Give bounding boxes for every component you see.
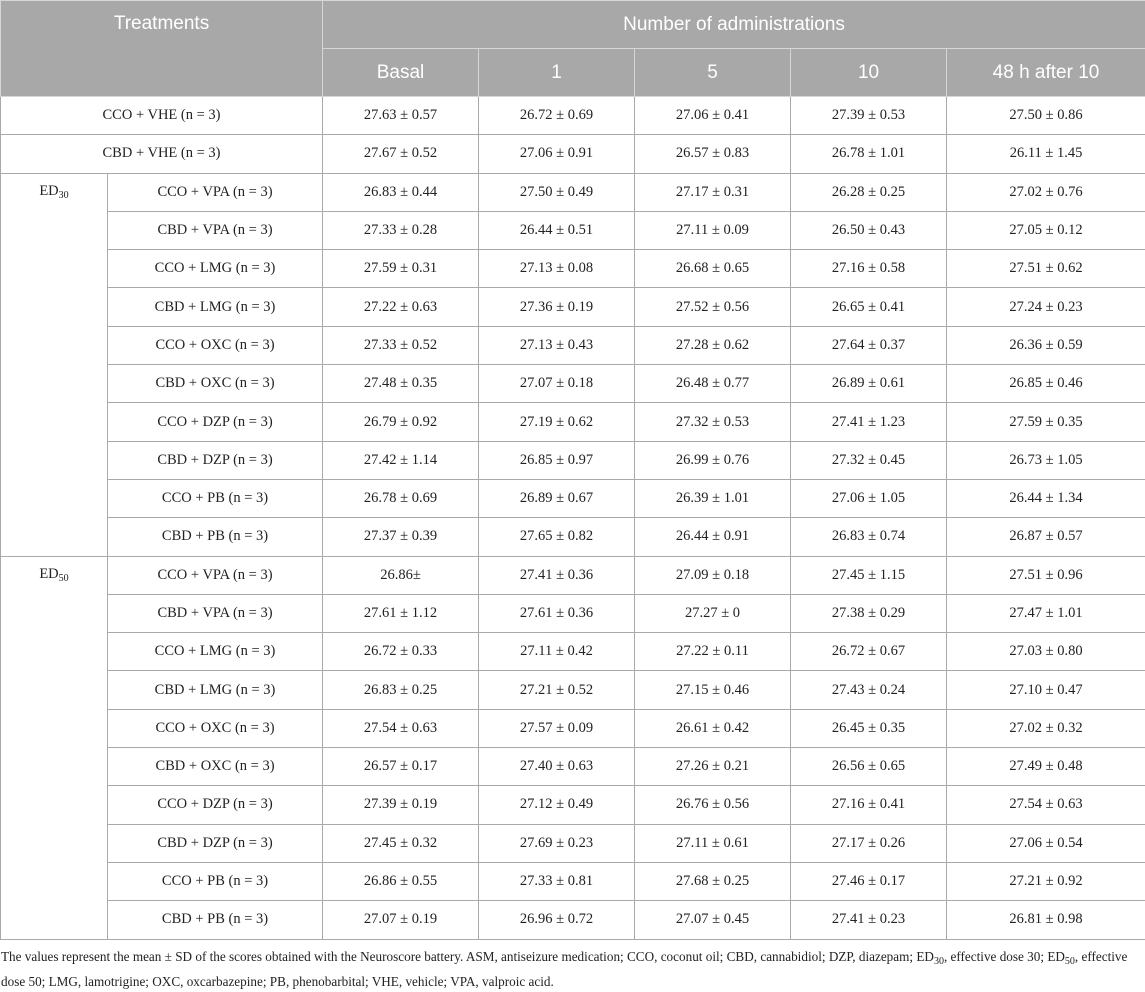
value-cell: 26.45 ± 0.35 [791, 709, 947, 747]
treatments-header: Treatments [1, 1, 323, 97]
value-cell: 27.33 ± 0.52 [323, 326, 479, 364]
table-row [1, 173, 1145, 211]
value-cell: 26.86± [323, 556, 479, 594]
value-cell: 26.85 ± 0.97 [479, 441, 635, 479]
dose-group-label [1, 556, 108, 939]
value-cell: 27.09 ± 0.18 [635, 556, 791, 594]
value-cell: 27.47 ± 1.01 [947, 594, 1145, 632]
treatment-label: CCO + VPA (n = 3) [108, 556, 323, 594]
value-cell: 27.69 ± 0.23 [479, 824, 635, 862]
value-cell: 27.16 ± 0.41 [791, 786, 947, 824]
value-cell: 27.39 ± 0.19 [323, 786, 479, 824]
footnote-subscript-2: 50 [1065, 956, 1075, 967]
value-cell: 26.79 ± 0.92 [323, 403, 479, 441]
table-row [1, 250, 1145, 288]
treatment-label: CCO + OXC (n = 3) [108, 326, 323, 364]
value-cell: 27.22 ± 0.63 [323, 288, 479, 326]
value-cell: 27.03 ± 0.80 [947, 633, 1145, 671]
value-cell: 27.33 ± 0.81 [479, 862, 635, 900]
value-cell: 26.85 ± 0.46 [947, 365, 1145, 403]
value-cell: 27.16 ± 0.58 [791, 250, 947, 288]
table-row [1, 633, 1145, 671]
footnote-text-3: , effective dose 50; LMG, lamotrigine; OXC, oxcarbazepine; PB, phenobarbital; VHE, vehicle; VPA, valproic acid. [1, 949, 1127, 989]
footnote-subscript-1: 30 [934, 956, 944, 967]
table-row [1, 786, 1145, 824]
value-cell: 26.61 ± 0.42 [635, 709, 791, 747]
table-row [1, 441, 1145, 479]
value-cell: 27.11 ± 0.61 [635, 824, 791, 862]
value-cell: 26.73 ± 1.05 [947, 441, 1145, 479]
table-row [1, 671, 1145, 709]
table-row [1, 97, 1145, 135]
value-cell: 27.02 ± 0.76 [947, 173, 1145, 211]
table-row [1, 135, 1145, 173]
treatment-label: CCO + DZP (n = 3) [108, 786, 323, 824]
table-row [1, 556, 1145, 594]
column-header-48h: 48 h after 10 [947, 49, 1145, 97]
value-cell: 27.61 ± 0.36 [479, 594, 635, 632]
value-cell: 27.68 ± 0.25 [635, 862, 791, 900]
table-row [1, 748, 1145, 786]
dose-group-subscript: 50 [59, 573, 69, 584]
value-cell: 26.76 ± 0.56 [635, 786, 791, 824]
table-row [1, 901, 1145, 939]
value-cell: 27.65 ± 0.82 [479, 518, 635, 556]
table-row [1, 479, 1145, 517]
value-cell: 27.45 ± 1.15 [791, 556, 947, 594]
treatment-label: CBD + VPA (n = 3) [108, 211, 323, 249]
treatment-label: CCO + LMG (n = 3) [108, 633, 323, 671]
value-cell: 26.44 ± 0.51 [479, 211, 635, 249]
value-cell: 27.40 ± 0.63 [479, 748, 635, 786]
value-cell: 27.15 ± 0.46 [635, 671, 791, 709]
table-row [1, 518, 1145, 556]
value-cell: 27.49 ± 0.48 [947, 748, 1145, 786]
value-cell: 27.52 ± 0.56 [635, 288, 791, 326]
value-cell: 27.54 ± 0.63 [323, 709, 479, 747]
value-cell: 27.05 ± 0.12 [947, 211, 1145, 249]
column-header-10: 10 [791, 49, 947, 97]
treatment-label: CBD + VHE (n = 3) [1, 135, 323, 173]
value-cell: 27.21 ± 0.92 [947, 862, 1145, 900]
value-cell: 26.72 ± 0.33 [323, 633, 479, 671]
value-cell: 27.51 ± 0.96 [947, 556, 1145, 594]
value-cell: 26.65 ± 0.41 [791, 288, 947, 326]
value-cell: 26.56 ± 0.65 [791, 748, 947, 786]
value-cell: 27.06 ± 0.41 [635, 97, 791, 135]
value-cell: 26.89 ± 0.67 [479, 479, 635, 517]
value-cell: 27.13 ± 0.08 [479, 250, 635, 288]
value-cell: 26.83 ± 0.74 [791, 518, 947, 556]
treatment-label: CBD + PB (n = 3) [108, 518, 323, 556]
value-cell: 27.59 ± 0.31 [323, 250, 479, 288]
value-cell: 26.28 ± 0.25 [791, 173, 947, 211]
value-cell: 27.17 ± 0.31 [635, 173, 791, 211]
value-cell: 26.78 ± 1.01 [791, 135, 947, 173]
table-row [1, 211, 1145, 249]
value-cell: 27.02 ± 0.32 [947, 709, 1145, 747]
value-cell: 27.54 ± 0.63 [947, 786, 1145, 824]
value-cell: 27.61 ± 1.12 [323, 594, 479, 632]
dose-group-label [1, 173, 108, 556]
value-cell: 26.87 ± 0.57 [947, 518, 1145, 556]
column-header-5: 5 [635, 49, 791, 97]
value-cell: 27.21 ± 0.52 [479, 671, 635, 709]
value-cell: 26.44 ± 1.34 [947, 479, 1145, 517]
value-cell: 26.68 ± 0.65 [635, 250, 791, 288]
value-cell: 27.06 ± 0.54 [947, 824, 1145, 862]
treatment-label: CCO + VHE (n = 3) [1, 97, 323, 135]
value-cell: 27.45 ± 0.32 [323, 824, 479, 862]
value-cell: 27.06 ± 1.05 [791, 479, 947, 517]
value-cell: 26.50 ± 0.43 [791, 211, 947, 249]
treatment-label: CCO + VPA (n = 3) [108, 173, 323, 211]
value-cell: 27.37 ± 0.39 [323, 518, 479, 556]
value-cell: 27.07 ± 0.45 [635, 901, 791, 939]
value-cell: 27.36 ± 0.19 [479, 288, 635, 326]
value-cell: 27.43 ± 0.24 [791, 671, 947, 709]
value-cell: 26.81 ± 0.98 [947, 901, 1145, 939]
treatment-label: CBD + PB (n = 3) [108, 901, 323, 939]
treatment-label: CBD + OXC (n = 3) [108, 748, 323, 786]
value-cell: 27.46 ± 0.17 [791, 862, 947, 900]
value-cell: 27.06 ± 0.91 [479, 135, 635, 173]
value-cell: 27.39 ± 0.53 [791, 97, 947, 135]
value-cell: 26.89 ± 0.61 [791, 365, 947, 403]
treatment-label: CBD + VPA (n = 3) [108, 594, 323, 632]
value-cell: 26.83 ± 0.44 [323, 173, 479, 211]
value-cell: 27.13 ± 0.43 [479, 326, 635, 364]
value-cell: 26.99 ± 0.76 [635, 441, 791, 479]
value-cell: 27.17 ± 0.26 [791, 824, 947, 862]
administrations-header: Number of administrations [323, 1, 1145, 49]
value-cell: 27.41 ± 0.36 [479, 556, 635, 594]
table-row [1, 365, 1145, 403]
table-row [1, 594, 1145, 632]
treatment-label: CBD + DZP (n = 3) [108, 824, 323, 862]
value-cell: 26.78 ± 0.69 [323, 479, 479, 517]
footnote-text-1: The values represent the mean ± SD of the scores obtained with the Neuroscore battery. ASM, antiseizure medication; CCO, coconut oil; CBD, cannabidiol; DZP, diazepam; ED [1, 949, 934, 964]
value-cell: 26.39 ± 1.01 [635, 479, 791, 517]
value-cell: 26.72 ± 0.67 [791, 633, 947, 671]
value-cell: 26.57 ± 0.17 [323, 748, 479, 786]
value-cell: 27.11 ± 0.42 [479, 633, 635, 671]
value-cell: 27.50 ± 0.49 [479, 173, 635, 211]
dose-group-main: ED [39, 183, 58, 199]
table-row [1, 824, 1145, 862]
value-cell: 27.64 ± 0.37 [791, 326, 947, 364]
value-cell: 27.51 ± 0.62 [947, 250, 1145, 288]
value-cell: 27.32 ± 0.45 [791, 441, 947, 479]
value-cell: 27.33 ± 0.28 [323, 211, 479, 249]
value-cell: 27.28 ± 0.62 [635, 326, 791, 364]
dose-group-subscript: 30 [59, 190, 69, 201]
value-cell: 27.41 ± 1.23 [791, 403, 947, 441]
dose-group-main: ED [39, 566, 58, 582]
value-cell: 27.19 ± 0.62 [479, 403, 635, 441]
value-cell: 26.96 ± 0.72 [479, 901, 635, 939]
treatment-label: CBD + OXC (n = 3) [108, 365, 323, 403]
column-header-basal: Basal [323, 49, 479, 97]
treatment-label: CCO + PB (n = 3) [108, 479, 323, 517]
treatment-label: CBD + DZP (n = 3) [108, 441, 323, 479]
value-cell: 27.67 ± 0.52 [323, 135, 479, 173]
value-cell: 26.57 ± 0.83 [635, 135, 791, 173]
column-header-1: 1 [479, 49, 635, 97]
table-row [1, 288, 1145, 326]
value-cell: 27.11 ± 0.09 [635, 211, 791, 249]
value-cell: 27.38 ± 0.29 [791, 594, 947, 632]
treatment-label: CCO + OXC (n = 3) [108, 709, 323, 747]
table-footnote [1, 947, 1141, 992]
value-cell: 27.48 ± 0.35 [323, 365, 479, 403]
treatment-label: CBD + LMG (n = 3) [108, 671, 323, 709]
value-cell: 27.57 ± 0.09 [479, 709, 635, 747]
table-row [1, 326, 1145, 364]
value-cell: 27.22 ± 0.11 [635, 633, 791, 671]
value-cell: 27.27 ± 0 [635, 594, 791, 632]
treatment-label: CBD + LMG (n = 3) [108, 288, 323, 326]
value-cell: 26.48 ± 0.77 [635, 365, 791, 403]
value-cell: 27.50 ± 0.86 [947, 97, 1145, 135]
table-row [1, 403, 1145, 441]
table-row [1, 709, 1145, 747]
value-cell: 26.36 ± 0.59 [947, 326, 1145, 364]
value-cell: 27.26 ± 0.21 [635, 748, 791, 786]
value-cell: 27.10 ± 0.47 [947, 671, 1145, 709]
value-cell: 27.59 ± 0.35 [947, 403, 1145, 441]
value-cell: 26.83 ± 0.25 [323, 671, 479, 709]
value-cell: 26.44 ± 0.91 [635, 518, 791, 556]
table-row [1, 862, 1145, 900]
footnote-text-2: , effective dose 30; ED [944, 949, 1065, 964]
value-cell: 27.07 ± 0.19 [323, 901, 479, 939]
value-cell: 27.07 ± 0.18 [479, 365, 635, 403]
value-cell: 27.63 ± 0.57 [323, 97, 479, 135]
treatment-label: CCO + DZP (n = 3) [108, 403, 323, 441]
value-cell: 26.11 ± 1.45 [947, 135, 1145, 173]
treatment-label: CCO + LMG (n = 3) [108, 250, 323, 288]
value-cell: 27.32 ± 0.53 [635, 403, 791, 441]
value-cell: 26.72 ± 0.69 [479, 97, 635, 135]
value-cell: 27.24 ± 0.23 [947, 288, 1145, 326]
treatment-label: CCO + PB (n = 3) [108, 862, 323, 900]
value-cell: 27.42 ± 1.14 [323, 441, 479, 479]
table-body [1, 97, 1145, 940]
value-cell: 27.41 ± 0.23 [791, 901, 947, 939]
value-cell: 26.86 ± 0.55 [323, 862, 479, 900]
value-cell: 27.12 ± 0.49 [479, 786, 635, 824]
